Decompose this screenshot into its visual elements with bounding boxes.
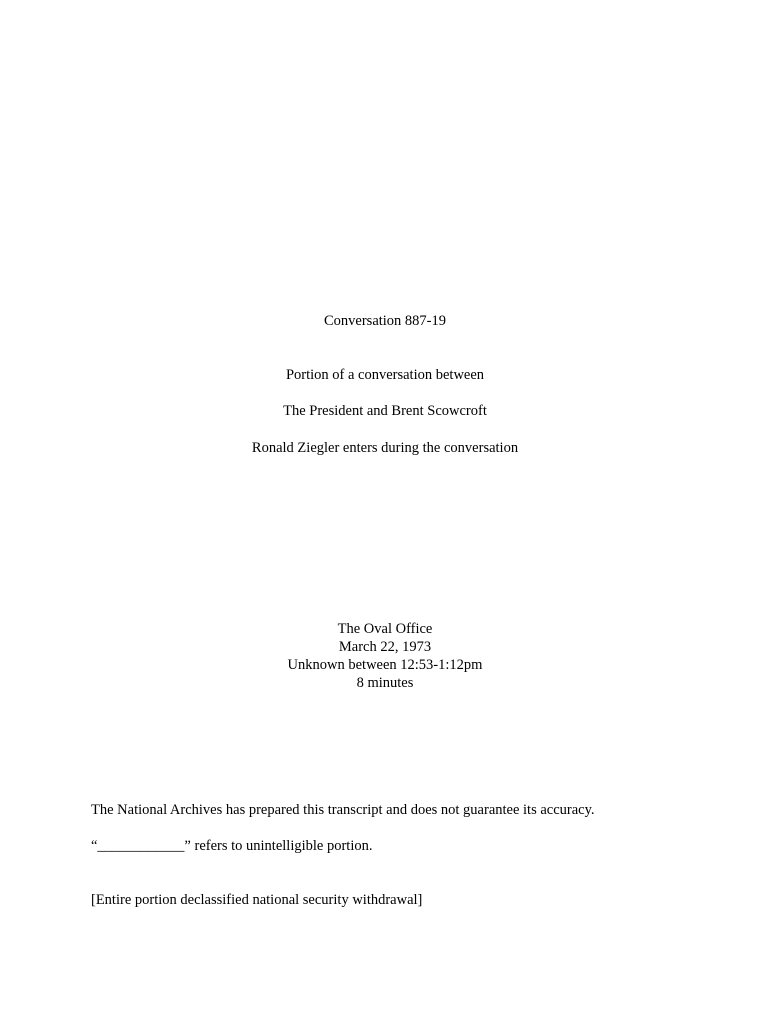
date-text: March 22, 1973 <box>338 639 432 655</box>
conversation-details <box>0 620 770 692</box>
unintelligible-note: “____________” refers to unintelligible portion. <box>91 838 373 854</box>
withdrawal-note: [Entire portion declassified national security withdrawal] <box>91 892 423 908</box>
time-text: Unknown between 12:53-1:12pm <box>287 657 483 673</box>
duration-text: 8 minutes <box>356 675 414 691</box>
location-text: The Oval Office <box>337 621 433 637</box>
accuracy-disclaimer: The National Archives has prepared this transcript and does not guarantee its accuracy. <box>91 802 595 818</box>
intro-line-portion: Portion of a conversation between <box>285 367 485 383</box>
intro-line-participants: The President and Brent Scowcroft <box>283 403 487 419</box>
conversation-title: Conversation 887-19 <box>323 313 447 329</box>
intro-line-entrant: Ronald Ziegler enters during the conversation <box>251 440 519 456</box>
